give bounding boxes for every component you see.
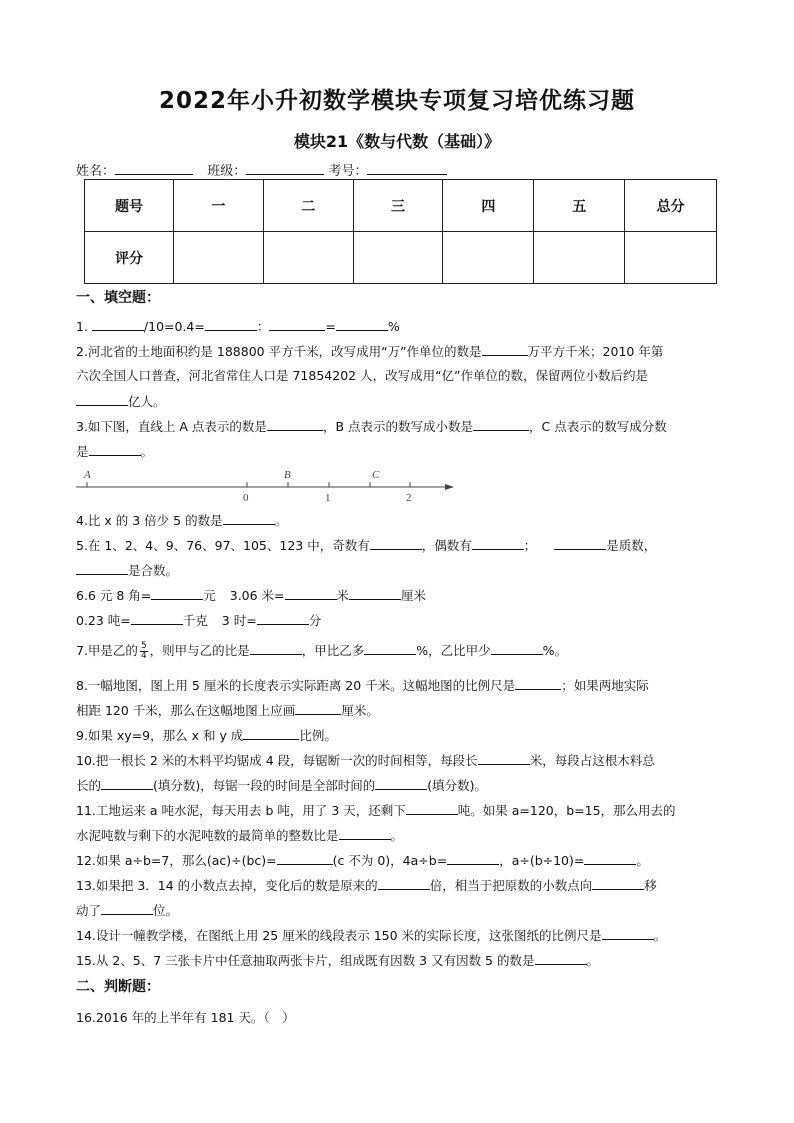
answer-blank[interactable] [370,537,422,550]
answer-blank[interactable] [243,727,299,740]
score-input-cell[interactable] [534,232,625,284]
answer-blank[interactable] [602,927,654,940]
score-cell: 五 [534,180,625,232]
question-15: 15.从 2、5、7 三张卡片中任意抽取两张卡片，组成既有因数 3 又有因数 5 的数是 。 [76,953,600,968]
question-9: 9.如果 xy=9，那么 x 和 y 成 比例。 [76,728,337,743]
score-cell: 四 [443,180,534,232]
score-cell: 题号 [85,180,174,232]
answer-blank[interactable] [515,677,561,690]
answer-blank[interactable] [131,612,183,625]
question-12: 12.如果 a÷b=7，那么(ac)÷(bc)= (c 不为 0)，4a÷b= ，a÷(b÷10)= 。 [76,853,649,868]
answer-blank[interactable] [482,343,528,356]
tick-label-1: 1 [325,492,331,504]
point-label-c: C [372,469,380,481]
answer-blank[interactable] [378,877,430,890]
answer-blank[interactable] [257,612,309,625]
answer-blank[interactable] [277,852,333,865]
answer-blank[interactable] [364,642,416,655]
question-5: 5.在 1、2、4、9、76、97、105、123 中，奇数有 ，偶数有 ； 是质数， [76,538,657,553]
score-input-cell[interactable] [625,232,717,284]
answer-blank[interactable] [584,852,636,865]
answer-blank[interactable] [101,902,153,915]
question-10: 10.把一根长 2 米的木料平均锯成 4 段，每锯断一次的时间相等，每段长 米，每段占这根木料总 [76,753,655,768]
arrow-icon [445,484,454,490]
question-6: 6.6 元 8 角= 元 3.06 米= 米 厘米 [76,588,427,603]
question-16: 16.2016 年的上半年有 181 天。（ ） [76,1010,295,1025]
question-7: 7.甲是乙的 $\frac{5}{4}$ ，则甲与乙的比是 ，甲比乙多 %，乙比甲少 %。 [76,641,567,661]
question-14: 14.设计一幢教学楼，在图纸上用 25 厘米的线段表示 150 米的实际长度，这张图纸的比例尺是 。 [76,928,667,943]
answer-blank[interactable] [269,318,325,331]
score-input-cell[interactable] [263,232,353,284]
answer-blank[interactable] [447,852,499,865]
score-input-cell[interactable] [353,232,443,284]
section-heading-fill-in: 一、填空题： [76,290,160,306]
number-line-figure [76,465,466,505]
question-1: 1. /10=0.4= ： = % [76,319,400,334]
score-input-cell[interactable] [173,232,263,284]
tick-label-0: 0 [243,492,249,504]
score-input-cell[interactable] [443,232,534,284]
worksheet-subtitle: 模块21《数与代数（基础）》 [293,132,501,151]
score-row-label: 评分 [85,232,174,284]
question-3-line-2: 是 。 [76,444,154,459]
point-label-a: A [84,469,91,481]
question-2-line-3: 亿人。 [76,393,166,410]
question-3: 3.如下图，直线上 A 点表示的数是 ，B 点表示的数写成小数是 ，C 点表示的数写成分数 [76,419,667,434]
worksheet-title: 2022年小升初数学模块专项复习培优练习题 [158,88,635,114]
answer-blank[interactable] [472,537,524,550]
question-8: 8.一幅地图，图上用 5 厘米的长度表示实际距离 20 千米。这幅地图的比例尺是 ；如果两地实际 [76,678,649,693]
score-cell: 一 [173,180,263,232]
answer-blank[interactable] [336,318,388,331]
class-label: 班级： [207,164,247,179]
exam-no-label: 考号： [328,164,368,179]
answer-blank[interactable] [478,752,530,765]
answer-blank[interactable] [267,418,323,431]
answer-blank[interactable] [76,562,128,575]
answer-blank[interactable] [535,952,587,965]
question-2: 2.河北省的土地面积约是 188800 平方千米，改写成用“万”作单位的数是 万平方千米；2010 年第 [76,344,664,359]
question-8-line-2: 相距 120 千米，那么在这幅地图上应画 厘米。 [76,703,379,718]
answer-blank[interactable] [101,777,153,790]
score-cell: 二 [263,180,353,232]
answer-blank[interactable] [339,827,391,840]
score-table-header-row [85,180,717,232]
answer-blank[interactable] [295,702,341,715]
answer-blank[interactable] [285,587,337,600]
answer-blank[interactable] [151,587,203,600]
answer-blank[interactable] [406,802,458,815]
answer-blank[interactable] [76,393,128,406]
question-10-line-2: 长的 (填分数)，每锯一段的时间是全部时间的 (填分数)。 [76,778,488,793]
class-blank[interactable] [246,162,324,175]
answer-blank[interactable] [375,777,427,790]
fraction: $\frac{5}{4}$ [140,641,147,661]
point-label-b: B [284,469,291,481]
name-blank[interactable] [115,162,193,175]
exam-no-blank[interactable] [367,162,447,175]
answer-blank[interactable] [89,443,141,456]
question-5-line-2: 是合数。 [76,562,178,579]
answer-blank[interactable] [349,587,401,600]
answer-blank[interactable] [473,418,529,431]
student-info-line [76,160,447,179]
answer-blank[interactable] [554,537,606,550]
answer-blank[interactable] [250,642,302,655]
question-13: 13.如果把 3．14 的小数点去掉，变化后的数是原来的 倍，相当于把原数的小数点向 移 [76,878,657,893]
question-11-line-2: 水泥吨数与剩下的水泥吨数的最简单的整数比是 。 [76,828,404,843]
question-11: 11.工地运来 a 吨水泥，每天用去 b 吨，用了 3 天，还剩下 吨。如果 a=120，b=15，那么用去的 [76,803,676,818]
answer-blank[interactable] [491,642,543,655]
score-table [84,179,717,284]
answer-blank[interactable] [205,318,257,331]
score-cell: 三 [353,180,443,232]
question-2-line-2: 六次全国人口普查，河北省常住人口是 71854202 人，改写成用“亿”作单位的数，保留两位小数后约是 [76,368,649,383]
section-heading-true-false: 二、判断题： [76,979,160,995]
tick-label-2: 2 [406,492,412,504]
name-label: 姓名： [76,164,116,179]
score-cell: 总分 [625,180,717,232]
answer-blank[interactable] [223,512,275,525]
score-table-score-row [85,232,717,284]
question-13-line-2: 动了 位。 [76,903,179,918]
answer-blank[interactable] [92,318,144,331]
question-6-line-2: 0.23 吨= 千克 3 时= 分 [76,613,322,628]
question-4: 4.比 x 的 3 倍少 5 的数是 。 [76,513,288,528]
answer-blank[interactable] [592,877,644,890]
